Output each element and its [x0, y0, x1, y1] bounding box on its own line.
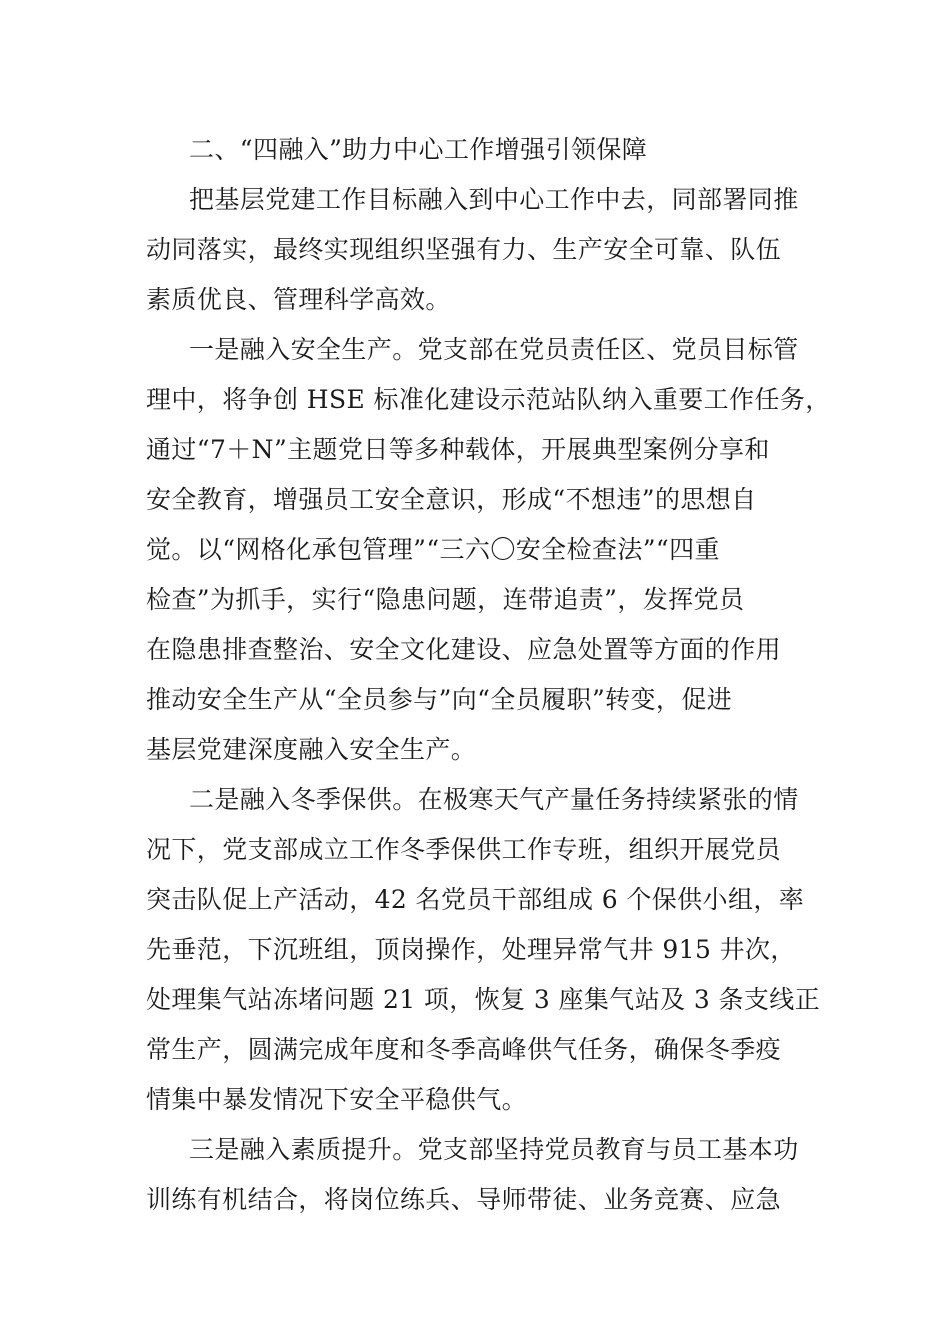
- paragraph-line: 动同落实，最终实现组织坚强有力、生产安全可靠、队伍: [146, 235, 782, 264]
- paragraph-line: 训练有机结合，将岗位练兵、导师带徒、业务竞赛、应急: [146, 1185, 782, 1214]
- paragraph-line: 常生产，圆满完成年度和冬季高峰供气任务，确保冬季疫: [146, 1035, 782, 1064]
- paragraph-line: 突击队促上产活动，42 名党员干部组成 6 个保供小组，率: [146, 885, 805, 914]
- paragraph-line: 觉。以“网格化承包管理”“三六〇安全检查法”“四重: [146, 535, 720, 564]
- paragraph-line: 安全教育，增强员工安全意识，形成“不想违”的思想自: [146, 485, 757, 514]
- paragraph-line: 理中，将争创 HSE 标准化建设示范站队纳入重要工作任务，: [146, 385, 831, 414]
- paragraph-line: 在隐患排查整治、安全文化建设、应急处置等方面的作用: [146, 635, 782, 664]
- paragraph-line: 先垂范，下沉班组，顶岗操作，处理异常气井 915 井次，: [146, 935, 796, 964]
- section-heading: 二、“四融入”助力中心工作增强引领保障: [189, 135, 648, 164]
- paragraph-line: 检查”为抓手，实行“隐患问题，连带追责”，发挥党员: [146, 585, 745, 614]
- paragraph-line: 二是融入冬季保供。在极寒天气产量任务持续紧张的情: [189, 785, 799, 814]
- paragraph-line: 情集中暴发情况下安全平稳供气。: [146, 1085, 528, 1114]
- paragraph-line: 三是融入素质提升。党支部坚持党员教育与员工基本功: [189, 1135, 799, 1164]
- paragraph-line: 一是融入安全生产。党支部在党员责任区、党员目标管: [189, 335, 799, 364]
- paragraph-line: 通过“7＋N”主题党日等多种载体，开展典型案例分享和: [146, 435, 770, 464]
- paragraph-line: 况下，党支部成立工作冬季保供工作专班，组织开展党员: [146, 835, 782, 864]
- paragraph-line: 素质优良、管理科学高效。: [146, 285, 451, 314]
- paragraph-line: 推动安全生产从“全员参与”向“全员履职”转变，促进: [146, 685, 733, 714]
- paragraph-line: 处理集气站冻堵问题 21 项，恢复 3 座集气站及 3 条支线正: [146, 985, 821, 1014]
- paragraph-line: 基层党建深度融入安全生产。: [146, 735, 477, 764]
- paragraph-line: 把基层党建工作目标融入到中心工作中去，同部署同推: [189, 185, 799, 214]
